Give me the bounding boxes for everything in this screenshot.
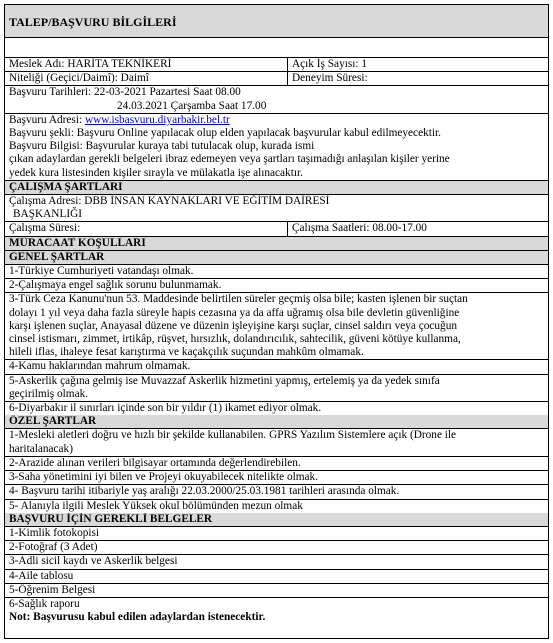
genel-sart-item-line: hileli iflas, ihaleye fesat karıştırma ve kaçakçılık suçundan mahkûm olmamak. (9, 346, 364, 359)
calisma-saatleri: Çalışma Saatleri: 08.00-17.00 (292, 222, 427, 235)
ozel-sartlar-list (5, 429, 548, 512)
genel-sart-item-line: dolayı 1 yıl veya daha fazla süreyle hapis cezasına ya da affa uğramış olsa bile devletin güvenliğine (9, 306, 460, 319)
acik-is-sayisi: Açık İş Sayısı: 1 (292, 58, 367, 70)
basvuru-bilgisi-line-2: çıkan adaylardan gerekli belgeleri ibraz edemeyen veya şartları taşımadığı anlaşılan kişiler yerine (9, 153, 450, 166)
genel-sart-item (5, 360, 548, 374)
basvuru-adresi-label: Başvuru Adresi: (9, 113, 85, 126)
ozel-sart-item (5, 471, 548, 485)
belge-item: 6-Sağlık raporu (9, 597, 80, 610)
calisma-adresi-line-1: Çalışma Adresi: DBB İNSAN KAYNAKLARI VE EĞİTİM DAİRESİ (9, 195, 330, 208)
calisma-suresi: Çalışma Süresi: (5, 222, 288, 235)
form-title: TALEP/BAŞVURU BİLGİLERİ (5, 5, 548, 38)
basvuru-detay (5, 114, 548, 181)
genel-sart-item (5, 375, 548, 402)
ozel-sart-item-line: 5- Alanıyla ilgili Meslek Yüksek okul bölümünden mezun olmak (9, 499, 303, 512)
meslek-row (5, 58, 548, 72)
genel-sart-item-line: karşı işlenen suçlar, Anayasal düzene ve düzenin işleyişine karşı suçlar, cinsel saldırı veya çocuğun (9, 319, 457, 332)
muracaat-heading: MÜRACAAT KOŞULLARI (5, 237, 548, 251)
genel-sart-item-line: geçirilmiş olmak. (9, 387, 89, 400)
meslek-adi: Meslek Adı: HARİTA TEKNİKERİ (5, 58, 288, 71)
belge-item: 2-Fotoğraf (3 Adet) (5, 541, 548, 555)
belge-item: 5-Öğrenim Belgesi (5, 584, 548, 598)
basvuru-bilgisi-line-3: yedek kura listesinden kişiler sırayla ve mülakatla işe alınacaktır. (9, 166, 303, 179)
belgeler-note: Not: Başvurusu kabul edilen adaylardan istenecektir. (9, 611, 266, 624)
ozel-sart-item (5, 457, 548, 471)
ozel-sart-item (5, 485, 548, 499)
genel-sart-item (5, 279, 548, 293)
basvuru-adresi-link[interactable]: www.isbasvuru.diyarbakir.bel.tr (84, 113, 230, 126)
genel-sart-item-line: 4-Kamu haklarından mahrum olmamak. (9, 360, 191, 373)
nitelik-row (5, 72, 548, 86)
basvuru-tarihleri (5, 86, 548, 113)
ozel-sart-item-line: 4- Başvuru tarihi itibariyle yaş aralığı 22.03.2000/25.03.1981 tarihleri arasında olmak. (9, 485, 400, 498)
calisma-adresi (5, 195, 548, 222)
calisma-adresi-line-2: BAŞKANLIĞI (13, 208, 83, 221)
ozel-sart-item-line: 3-Saha yönetimini iyi bilen ve Projeyi okuyabilecek nitelikte olmak. (9, 471, 319, 484)
genel-sart-item (5, 293, 548, 360)
belge-item: 3-Adli sicil kaydı ve Askerlik belgesi (5, 555, 548, 569)
ozel-sart-item (5, 429, 548, 456)
belgeler-heading: BAŞVURU İÇİN GEREKLİ BELGELER (5, 513, 548, 527)
ozel-sart-item-line: 2-Arazide alınan verileri bilgisayar ortamında değerlendirebilen. (9, 456, 301, 469)
genel-sart-item (5, 265, 548, 279)
genel-sart-item-line: 3-Türk Ceza Kanunu'nun 53. Maddesinde belirtilen süreler geçmiş olsa bile; kasten işlenen bir suçtan (9, 293, 468, 306)
belge-item: 1-Kimlik fotokopisi (5, 527, 548, 541)
genel-sartlar-list (5, 265, 548, 415)
ozel-heading: ÖZEL ŞARTLAR (5, 415, 548, 429)
genel-sart-item (5, 402, 548, 415)
genel-sart-item-line: 5-Askerlik çağına gelmiş ise Muvazzaf Askerlik hizmetini yapmış, ertelemiş ya da yedek sınıfa (9, 374, 440, 387)
belge-item: 4-Aile tablosu (5, 570, 548, 584)
basvuru-tarihleri-line-1: Başvuru Tarihleri: 22-03-2021 Pazartesi Saat 08.00 (9, 86, 241, 99)
ozel-sart-item (5, 500, 548, 513)
niteligi: Niteliği (Geçici/Daimî): Daimî (5, 72, 288, 85)
basvuru-adresi (9, 114, 544, 127)
genel-sart-item-line: cinsel istismarı, zimmet, irtikâp, rüşvet, hırsızlık, dolandırıcılık, sahtecilik, güveni kötüye kullanma, (9, 333, 461, 346)
basvuru-sekli: Başvuru şekli: Başvuru Online yapılacak olup elden yapılacak başvurular kabul edilmeyecektir. (9, 127, 441, 140)
deneyim-suresi: Deneyim Süresi: (292, 72, 368, 85)
basvuru-tarihleri-line-2: 24.03.2021 Çarşamba Saat 17.00 (117, 99, 267, 112)
spacer-row (5, 38, 548, 58)
genel-heading: GENEL ŞARTLAR (5, 251, 548, 265)
calisma-heading: ÇALIŞMA ŞARTLARI (5, 181, 548, 195)
genel-sart-item-line: 6-Diyarbakır il sınırları içinde son bir yıldır (1) ikamet ediyor olmak. (9, 402, 322, 415)
ozel-sart-item-line: 1-Mesleki aletleri doğru ve hızlı bir şekilde kullanabilen. GPRS Yazılım Sistemlere açık (Drone ile (9, 429, 457, 442)
ozel-sart-item-line: haritalanacak) (9, 442, 73, 455)
genel-sart-item-line: 1-Türkiye Cumhuriyeti vatandaşı olmak. (9, 265, 194, 278)
genel-sart-item-line: 2-Çalışmaya engel sağlık sorunu bulunmamak. (9, 279, 222, 292)
basvuru-bilgisi-line-1: Başvuru Bilgisi: Başvurular kuraya tabi tutulacak olup, kurada ismi (9, 140, 315, 153)
application-form (4, 4, 549, 639)
belgeler-list (5, 527, 548, 611)
calisma-sure-row (5, 222, 548, 236)
